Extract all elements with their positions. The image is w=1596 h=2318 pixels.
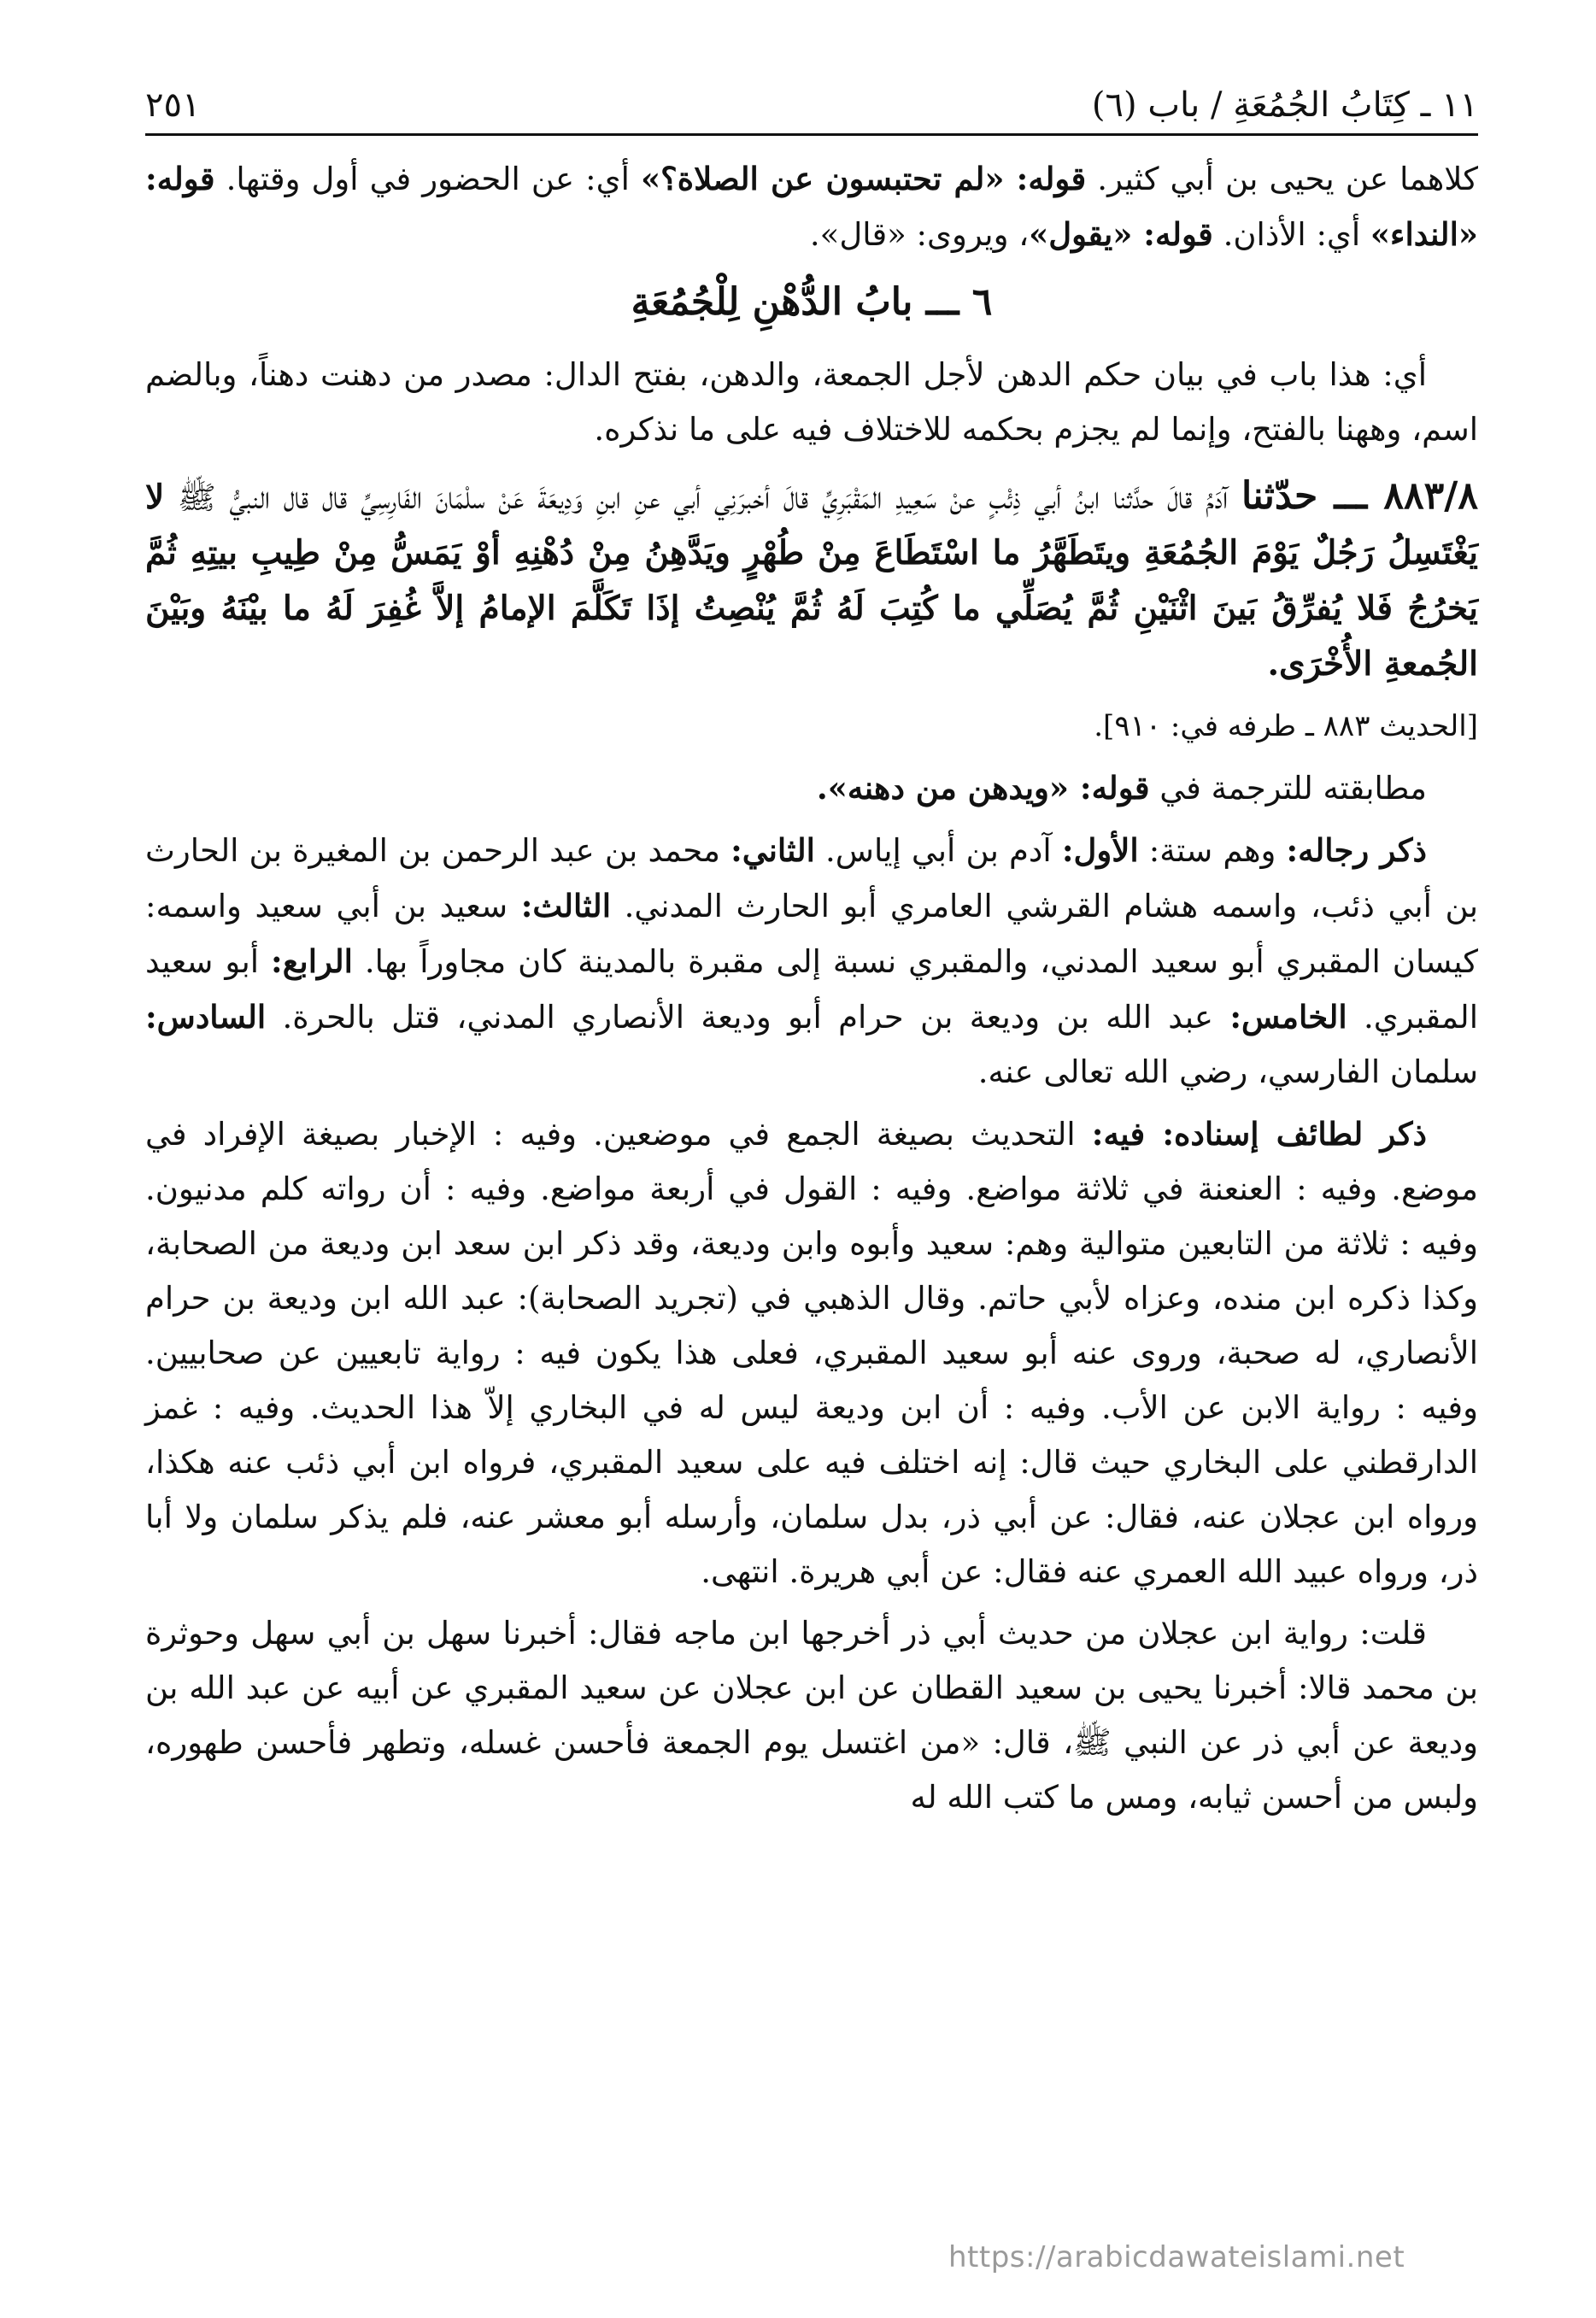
- bold-run: قوله: «لم تحتبسون عن الصلاة؟»: [640, 160, 1087, 197]
- bold-run: ذكر رجاله:: [1286, 831, 1427, 869]
- text-run: كلاهما عن يحيى بن أبي كثير.: [1086, 161, 1478, 197]
- paragraph-correspondence: [145, 760, 1478, 816]
- bold-run: قوله: «النداء»: [145, 160, 1478, 253]
- text-run: مطابقته للترجمة في: [1149, 770, 1427, 807]
- paragraph-commentary: قلت: رواية ابن عجلان من حديث أبي ذر أخرجها ابن ماجه فقال: أخبرنا سهل بن أبي سهل وحوثرة بن محمد قالا: أخبرنا يحيى بن سعيد القطان عن ابن عجلان عن سعيد المقبري عن أبيه عن عبد الله بن وديعة عن أبي ذر عن النبي ﷺ، قال: «من اغتسل يوم الجمعة فأحسن غسله، وتطهر فأحسن طهوره، ولبس من أحسن ثيابه، ومس ما كتب الله له: [145, 1615, 1478, 1816]
- chapter-title: ٦ ـــ بابُ الدُّهْنِ لِلْجُمُعَةِ: [631, 280, 993, 324]
- bold-run: السادس:: [145, 998, 267, 1036]
- text-run: محمد بن عبد الرحمن بن المغيرة بن الحارث بن أبي ذئب، واسمه هشام القرشي العامري أبو الحارث المدني.: [145, 832, 1478, 924]
- text-run: ، ويروى: «قال».: [809, 216, 1030, 253]
- text-run: أي: عن الحضور في أول وقتها.: [214, 161, 641, 197]
- bold-run: قوله: «ويدهن من دهنه».: [816, 769, 1150, 807]
- text-run: آدم بن أبي إياس.: [814, 832, 1062, 869]
- bold-run: الثاني:: [731, 831, 815, 869]
- hadith-reference: [الحديث ٨٨٣ ـ طرفه في: ٩١٠].: [1094, 709, 1478, 743]
- paragraph-narrators: [145, 823, 1478, 1100]
- paragraph-chapter-explanation: أي: هذا باب في بيان حكم الدهن لأجل الجمعة، والدهن، بفتح الدال: مصدر من دهنت دهناً، وبالضم اسم، وههنا بالفتح، وإنما لم يجزم بحكمه للاختلاف فيه على ما نذكره.: [145, 356, 1478, 448]
- bold-run: ذكر لطائف إسناده: فيه:: [1091, 1115, 1427, 1153]
- bold-run: الثالث:: [520, 887, 611, 924]
- running-title: ١١ ـ كِتَابُ الجُمُعَةِ / باب (٦): [1091, 85, 1478, 125]
- text-run: أبو سعيد المقبري.: [145, 943, 1478, 1036]
- bold-run: قوله: «يقول»: [1029, 215, 1213, 253]
- paragraph-intro: [145, 151, 1478, 262]
- page-header: [145, 85, 1478, 133]
- text-run: سلمان الفارسي، رضي الله تعالى عنه.: [977, 1053, 1478, 1090]
- bold-run: الرابع:: [271, 942, 353, 980]
- hadith-number: ٨٨٣/٨ ـــ حدّثنا: [1241, 474, 1478, 518]
- book-page: [145, 85, 1478, 1832]
- text-run: عبد الله بن وديعة بن حرام أبو وديعة الأنصاري المدني، قتل بالحرة.: [266, 999, 1230, 1036]
- bold-run: الخامس:: [1229, 998, 1347, 1036]
- text-run: وهم ستة:: [1138, 832, 1287, 869]
- hadith-text: [145, 469, 1478, 692]
- text-run: التحديث بصيغة الجمع في موضعين. وفيه : الإخبار بصيغة الإفراد في موضع. وفيه : العنعنة في ثلاثة مواضع. وفيه : القول في أربعة مواضع. وفيه : أن رواته كلم مدنيون. وفيه : ثلاثة من التابعين متوالية وهم: سعيد وأبوه وابن وديعة، وقد ذكر ابن سعد ابن وديعة من الصحابة، وكذا ذكره ابن منده، وعزاه لأبي حاتم. وقال الذهبي في (تجريد الصحابة): عبد الله ابن وديعة بن حرام الأنصاري، له صحبة، وروى عنه أبو سعيد المقبري، فعلى هذا يكون فيه : رواية تابعيين عن صحابيين. وفيه : رواية الابن عن الأب. وفيه : أن ابن وديعة ليس له في البخاري إلاّ هذا الحديث. وفيه : غمز الدارقطني على البخاري حيث قال: إنه اختلف فيه على سعيد المقبري، فرواه ابن أبي ذئب عنه هكذا، ورواه ابن عجلان عنه، فقال: عن أبي ذر، بدل سلمان، وأرسله أبو معشر عنه، فلم يذكر سلمان ولا أبا ذر، ورواه عبيد الله العمري عنه فقال: عن أبي هريرة. انتهى.: [145, 1116, 1478, 1590]
- text-run: سعيد بن أبي سعيد واسمه: كيسان المقبري أبو سعيد المدني، والمقبري نسبة إلى مقبرة بالمدينة كان مجاوراً بها.: [145, 888, 1478, 980]
- page-number: ٢٥١: [145, 85, 201, 125]
- watermark-url: https://arabicdawateislami.net: [948, 2240, 1405, 2274]
- bold-run: الأول:: [1061, 831, 1139, 869]
- hadith-isnad: آدَمُ قالَ حدَّثنا ابنُ أبي ذِئْبٍ عنْ سَعِيدِ المَقْبَرِيِّ قالَ أخبرَنِي أبي عنِ ابنِ وَدِيعَةَ عَنْ سلْمَانَ الفَارِسِيِّ قال قال النبيُّ ﷺ: [164, 479, 1241, 516]
- hadith-matn: لا يَغْتَسِلُ رَجُلٌ يَوْمَ الجُمُعَةِ ويتَطَهَّرُ ما اسْتَطَاعَ مِنْ طُهْرٍ ويَدَّهِنُ مِنْ دُهْنِهِ أوْ يَمَسُّ مِنْ طِيبِ بيتِهِ ثُمَّ يَخرُجُ فَلا يُفرِّقُ بَينَ اثْنَيْنِ ثُمَّ يُصَلِّي ما كُتِبَ لَهُ ثُمَّ يُنْصِتُ إذَا تَكَلَّمَ الإمامُ إلاَّ غُفِرَ لَهُ ما بيْنَهُ وبَيْنَ الجُمعةِ الأُخْرَى.: [145, 478, 1478, 684]
- text-run: أي: الأذان.: [1212, 216, 1370, 253]
- header-rule: [145, 133, 1478, 136]
- paragraph-isnad-subtleties: [145, 1106, 1478, 1599]
